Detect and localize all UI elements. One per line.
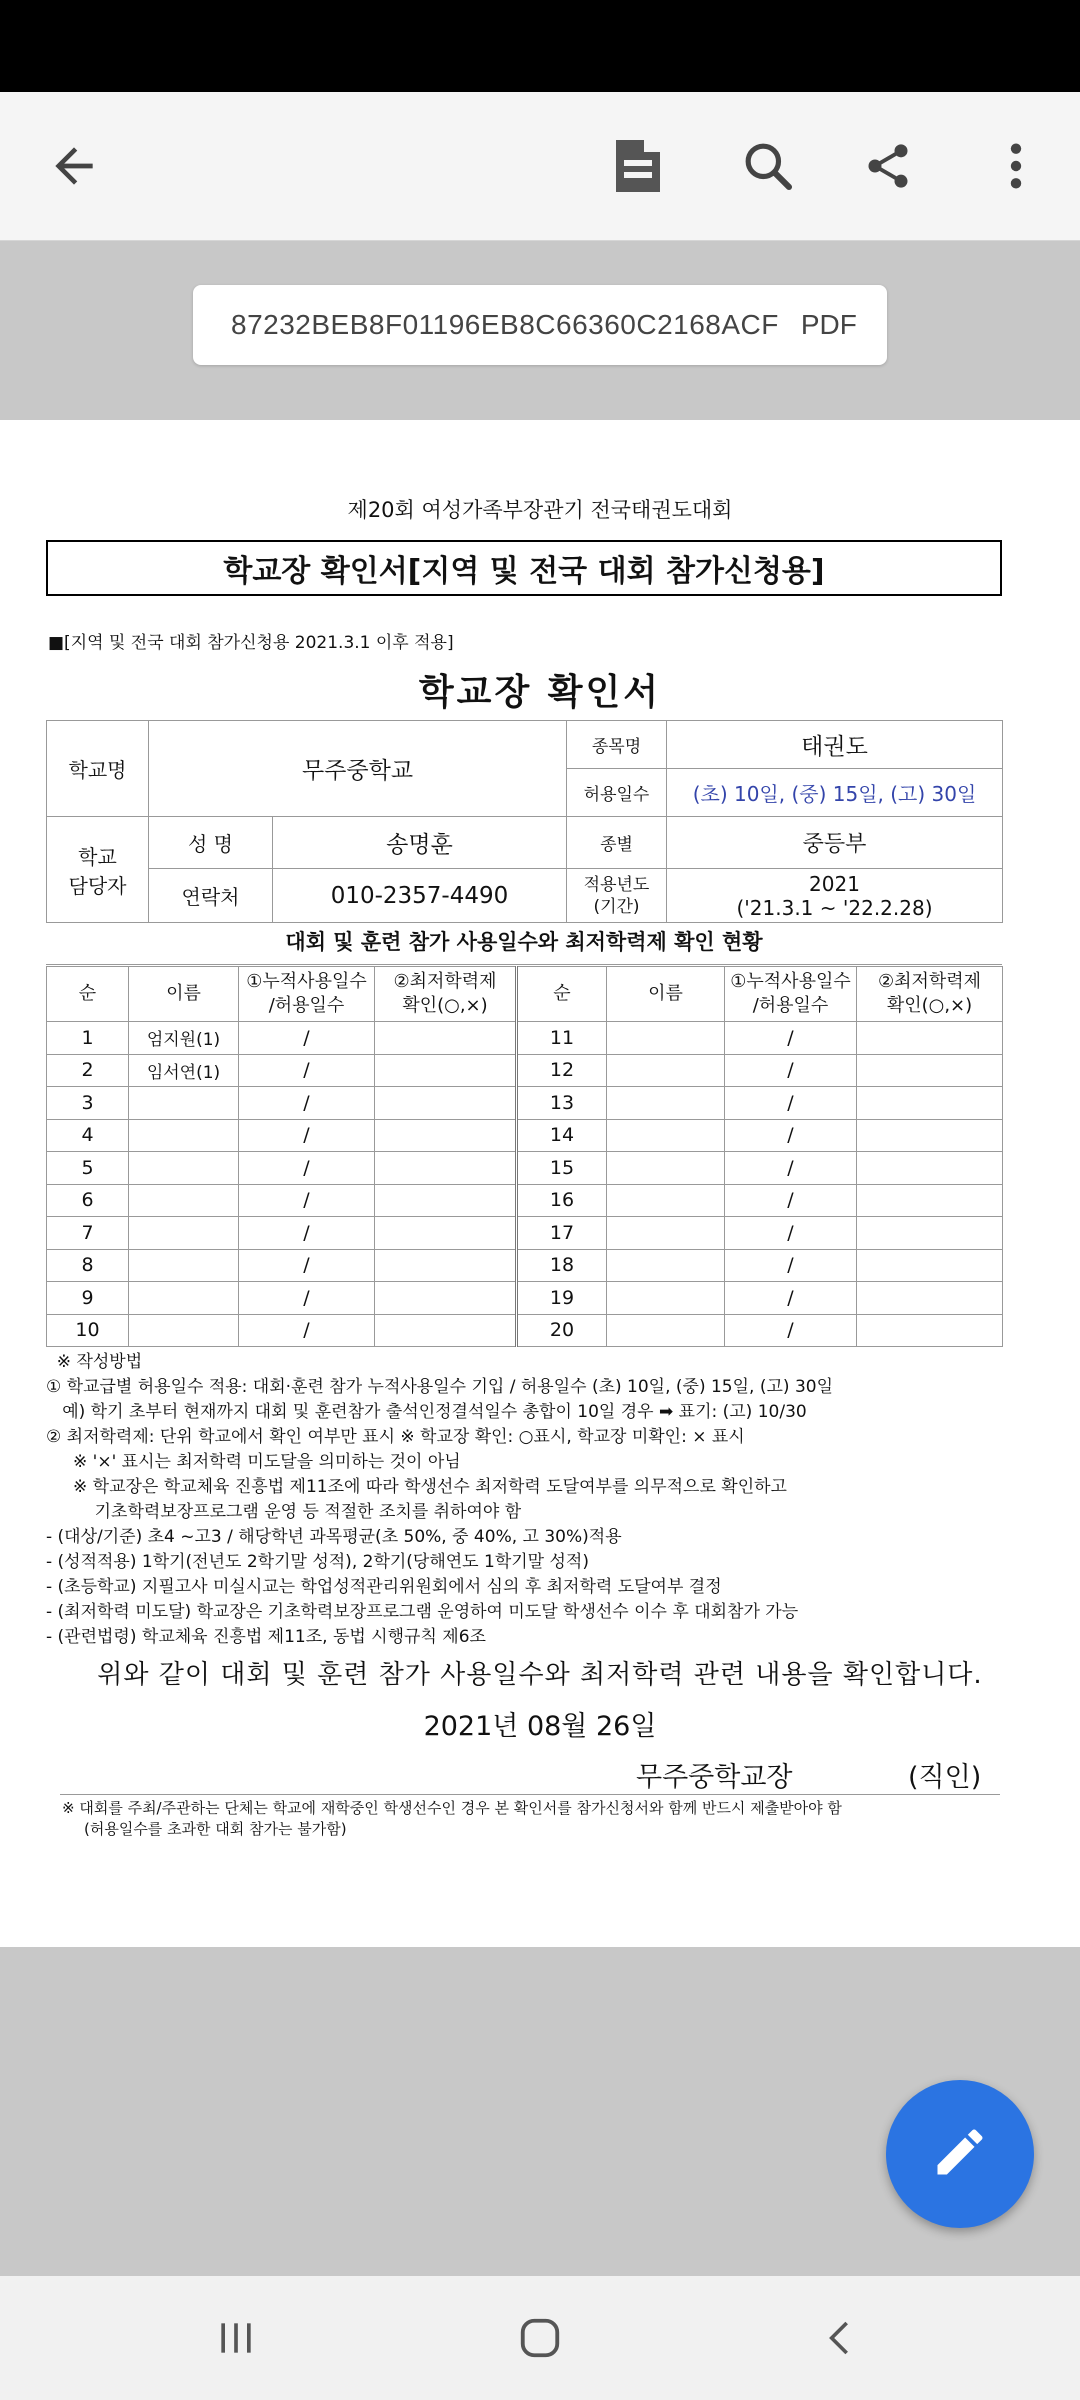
athlete-name: [607, 1022, 725, 1055]
used-days: /: [725, 1217, 857, 1250]
row-number: 15: [517, 1152, 607, 1185]
athlete-name: [607, 1249, 725, 1282]
row-number: 5: [47, 1152, 129, 1185]
table-row: [47, 1282, 1003, 1315]
document-title: 학교장 확인서[지역 및 전국 대회 참가신청용]: [46, 540, 1002, 596]
used-days: /: [239, 1022, 375, 1055]
event-type-value: 태권도: [667, 721, 1003, 769]
table-row: [47, 1054, 1003, 1087]
method-line: ① 학교급별 허용일수 적용: 대회·훈련 참가 누적사용일수 기입 / 허용일수 (초) 10일, (중) 15일, (고) 30일: [46, 1377, 834, 1397]
share-icon[interactable]: [848, 126, 928, 206]
row-number: 11: [517, 1022, 607, 1055]
athlete-name: [129, 1217, 239, 1250]
manager-label: 학교 담당자: [47, 817, 149, 923]
athlete-name: 임서연(1): [129, 1054, 239, 1087]
footnote: [62, 1798, 1012, 1840]
used-days: /: [725, 1152, 857, 1185]
table-row: [47, 1022, 1003, 1055]
header-no: 순: [517, 967, 607, 1022]
application-note: ■[지역 및 전국 대회 참가신청용 2021.3.1 이후 적용]: [48, 633, 454, 653]
row-number: 12: [517, 1054, 607, 1087]
used-days: /: [239, 1087, 375, 1120]
athlete-name: [607, 1217, 725, 1250]
contact-value: 010-2357-4490: [273, 869, 567, 923]
method-line: - (초등학교) 지필고사 미실시교는 학업성적관리위원회에서 심의 후 최저학력 도달여부 결정: [46, 1577, 722, 1597]
min-academic-check: [375, 1054, 517, 1087]
search-icon[interactable]: [728, 126, 808, 206]
row-number: 18: [517, 1249, 607, 1282]
table-row: [47, 1087, 1003, 1120]
method-line: ② 최저학력제: 단위 학교에서 확인 여부만 표시 ※ 학교장 확인: ○표시, 학교장 미확인: × 표시: [46, 1427, 745, 1447]
row-number: 8: [47, 1249, 129, 1282]
row-number: 1: [47, 1022, 129, 1055]
method-line: - (관련법령) 학교체육 진흥법 제11조, 동법 시행규칙 제6조: [46, 1627, 486, 1647]
row-number: 3: [47, 1087, 129, 1120]
athlete-name: 엄지원(1): [129, 1022, 239, 1055]
row-number: 10: [47, 1314, 129, 1347]
header-days: ①누적사용일수 /허용일수: [725, 967, 857, 1022]
table-row: [47, 1119, 1003, 1152]
method-line: ※ '×' 표시는 최저학력 미도달을 의미하는 것이 아님: [46, 1452, 461, 1472]
back-arrow-icon[interactable]: [34, 126, 114, 206]
category-label: 종별: [567, 817, 667, 869]
used-days: /: [725, 1314, 857, 1347]
pdf-page: [0, 420, 1080, 1947]
used-days: /: [239, 1282, 375, 1315]
min-academic-check: [375, 1217, 517, 1250]
row-number: 9: [47, 1282, 129, 1315]
row-number: 20: [517, 1314, 607, 1347]
row-number: 19: [517, 1282, 607, 1315]
method-line: ※ 작성방법: [46, 1352, 143, 1372]
row-number: 14: [517, 1119, 607, 1152]
period-value: ('21.3.1 ~ '22.2.28): [736, 895, 933, 920]
pencil-icon: [930, 2122, 990, 2186]
school-label: 학교명: [47, 721, 149, 817]
event-type-label: 종목명: [567, 721, 667, 769]
athlete-name: [607, 1282, 725, 1315]
athlete-name: [607, 1184, 725, 1217]
header-name: 이름: [607, 967, 725, 1022]
min-academic-check: [375, 1314, 517, 1347]
table-row: [47, 1184, 1003, 1217]
table-row: [47, 1152, 1003, 1185]
min-academic-check: [857, 1152, 1003, 1185]
min-academic-check: [857, 1087, 1003, 1120]
used-days: /: [239, 1184, 375, 1217]
used-days: /: [725, 1184, 857, 1217]
used-days: /: [725, 1022, 857, 1055]
used-days: /: [239, 1054, 375, 1087]
more-vert-icon[interactable]: [976, 126, 1056, 206]
athlete-name: [129, 1314, 239, 1347]
year-label: 적용년도 (기간): [567, 869, 667, 923]
athlete-name: [129, 1282, 239, 1315]
year-cell: [667, 869, 1003, 923]
reader-mode-icon[interactable]: [598, 126, 678, 206]
file-name-bar: [193, 285, 887, 365]
category-value: 중등부: [667, 817, 1003, 869]
athlete-name: [129, 1087, 239, 1120]
year-value: 2021: [809, 871, 860, 896]
min-academic-check: [857, 1249, 1003, 1282]
nav-back-icon[interactable]: [800, 2298, 880, 2378]
confirmation-statement: 위와 같이 대회 및 훈련 참가 사용일수와 최저학력 관련 내용을 확인합니다.: [97, 1660, 983, 1690]
header-name: 이름: [129, 967, 239, 1022]
table-row: [47, 1217, 1003, 1250]
min-academic-check: [857, 1314, 1003, 1347]
footnote-line: ※ 대회를 주최/주관하는 단체는 학교에 재학중인 학생선수인 경우 본 확인서를 참가신청서와 함께 반드시 제출받아야 함: [62, 1799, 842, 1817]
document-heading: 학교장 확인서: [418, 672, 662, 713]
header-check: ②최저학력제 확인(○,×): [375, 967, 517, 1022]
min-academic-check: [375, 1249, 517, 1282]
edit-fab[interactable]: [886, 2080, 1034, 2228]
used-days: /: [239, 1217, 375, 1250]
min-academic-check: [375, 1022, 517, 1055]
document-date: 2021년 08월 26일: [423, 1711, 657, 1742]
row-number: 4: [47, 1119, 129, 1152]
status-bar: [0, 0, 1080, 92]
used-days: /: [239, 1314, 375, 1347]
method-line: 예) 학기 초부터 현재까지 대회 및 훈련참가 출석인정결석일수 총합이 10일 경우 ➡ 표기: (고) 10/30: [46, 1402, 807, 1422]
athlete-name: [607, 1087, 725, 1120]
athlete-name: [607, 1152, 725, 1185]
used-days: /: [239, 1119, 375, 1152]
allowed-days-value: (초) 10일, (중) 15일, (고) 30일: [667, 769, 1003, 817]
status-subtitle: 대회 및 훈련 참가 사용일수와 최저학력제 확인 현황: [46, 920, 1002, 965]
footnote-line: (허용일수를 초과한 대회 참가는 불가함): [84, 1820, 347, 1838]
system-nav-bar: [0, 2276, 1080, 2400]
table-row: [47, 1314, 1003, 1347]
min-academic-check: [375, 1119, 517, 1152]
min-academic-check: [375, 1087, 517, 1120]
min-academic-check: [375, 1152, 517, 1185]
signature-divider: [60, 1794, 1000, 1795]
min-academic-check: [857, 1054, 1003, 1087]
header-check: ②최저학력제 확인(○,×): [857, 967, 1003, 1022]
method-line: - (성적적용) 1학기(전년도 2학기말 성적), 2학기(당해연도 1학기말 성적): [46, 1552, 589, 1572]
contact-label: 연락처: [149, 869, 273, 923]
used-days: /: [239, 1249, 375, 1282]
row-number: 6: [47, 1184, 129, 1217]
principal-name: 무주중학교장: [636, 1762, 793, 1793]
used-days: /: [725, 1282, 857, 1315]
athlete-name: [129, 1119, 239, 1152]
min-academic-check: [857, 1022, 1003, 1055]
home-icon[interactable]: [500, 2298, 580, 2378]
method-line: ※ 학교장은 학교체육 진흥법 제11조에 따라 학생선수 최저학력 도달여부를 의무적으로 확인하고: [46, 1477, 787, 1497]
school-value: 무주중학교: [149, 721, 567, 817]
athlete-name: [607, 1119, 725, 1152]
min-academic-check: [857, 1217, 1003, 1250]
allowed-days-label: 허용일수: [567, 769, 667, 817]
method-line: - (대상/기준) 초4 ~고3 / 해당학년 과목평균(초 50%, 중 40%, 고 30%)적용: [46, 1527, 622, 1547]
min-academic-check: [375, 1184, 517, 1217]
min-academic-check: [857, 1184, 1003, 1217]
athlete-roster-table: [46, 966, 1003, 1347]
method-line: - (최저학력 미도달) 학교장은 기초학력보장프로그램 운영하여 미도달 학생선수 이수 후 대회참가 가능: [46, 1602, 799, 1622]
app-bar: [0, 92, 1080, 241]
table-row: [47, 1249, 1003, 1282]
recents-icon[interactable]: [196, 2298, 276, 2378]
used-days: /: [725, 1054, 857, 1087]
row-number: 17: [517, 1217, 607, 1250]
header-days: ①누적사용일수 /허용일수: [239, 967, 375, 1022]
row-number: 7: [47, 1217, 129, 1250]
athlete-name: [129, 1184, 239, 1217]
school-info-table: [46, 720, 1003, 923]
header-no: 순: [47, 967, 129, 1022]
athlete-name: [607, 1054, 725, 1087]
used-days: /: [725, 1249, 857, 1282]
athlete-name: [129, 1152, 239, 1185]
name-value: 송명훈: [273, 817, 567, 869]
file-type: PDF: [800, 309, 857, 340]
official-seal: (직인): [908, 1762, 982, 1793]
athlete-name: [607, 1314, 725, 1347]
file-name: 87232BEB8F01196EB8C66360C2168ACF: [231, 309, 779, 340]
method-line: 기초학력보장프로그램 운영 등 적절한 조치를 취하여야 함: [46, 1502, 522, 1522]
min-academic-check: [857, 1282, 1003, 1315]
row-number: 2: [47, 1054, 129, 1087]
name-label: 성 명: [149, 817, 273, 869]
event-title: 제20회 여성가족부장관기 전국태권도대회: [347, 498, 733, 522]
min-academic-check: [375, 1282, 517, 1315]
writing-method: [46, 1350, 1026, 1650]
min-academic-check: [857, 1119, 1003, 1152]
row-number: 16: [517, 1184, 607, 1217]
used-days: /: [725, 1119, 857, 1152]
athlete-name: [129, 1249, 239, 1282]
used-days: /: [725, 1087, 857, 1120]
row-number: 13: [517, 1087, 607, 1120]
used-days: /: [239, 1152, 375, 1185]
